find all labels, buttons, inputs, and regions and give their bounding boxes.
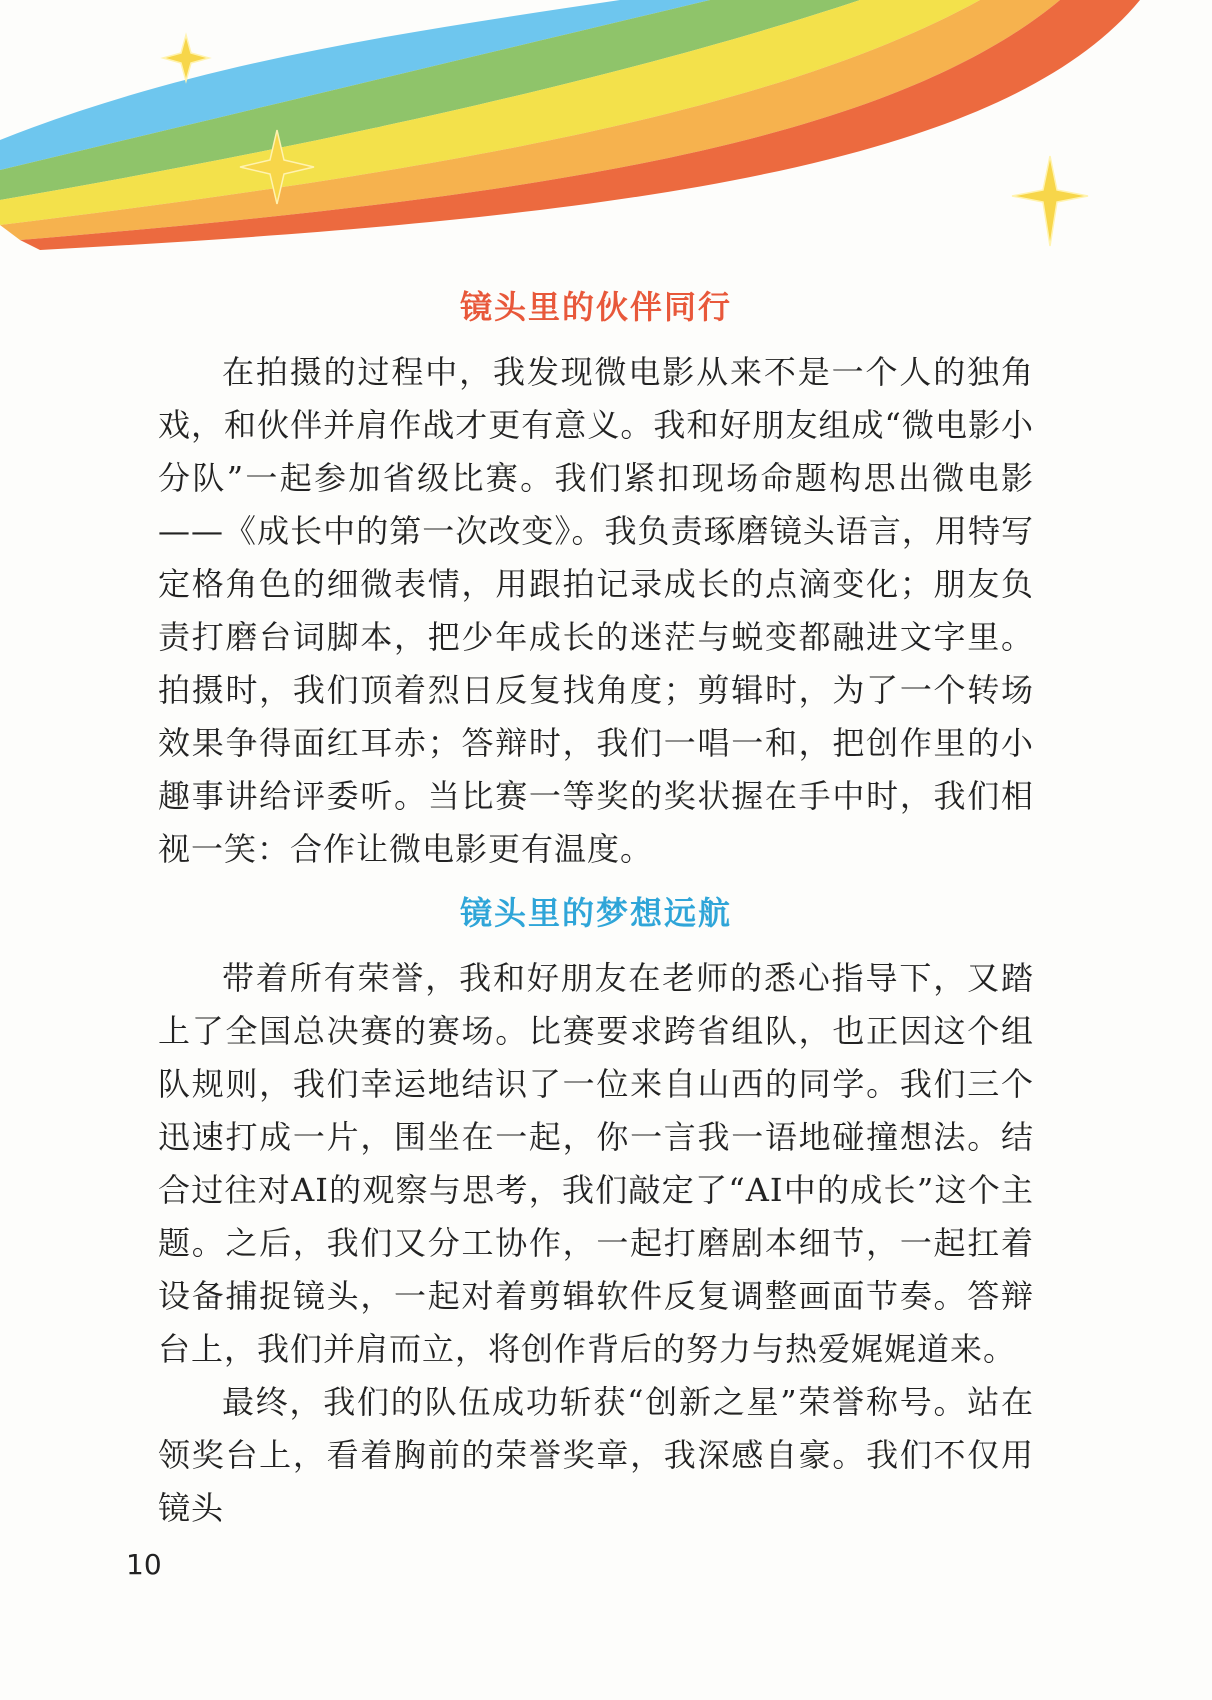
sparkle-right-icon: [1012, 156, 1088, 246]
paragraph: 在拍摄的过程中，我发现微电影从来不是一个人的独角戏，和伙伴并肩作战才更有意义。我和好朋友组成“微电影小分队”一起参加省级比赛。我们紧扣现场命题构思出微电影——《成长中的第一次改变》。我负责琢磨镜头语言，用特写定格角色的细微表情，用跟拍记录成长的点滴变化；朋友负责打磨台词脚本，把少年成长的迷茫与蜕变都融进文字里。拍摄时，我们顶着烈日反复找角度；剪辑时，为了一个转场效果争得面红耳赤；答辩时，我们一唱一和，把创作里的小趣事讲给评委听。当比赛一等奖的奖状握在手中时，我们相视一笑：合作让微电影更有温度。: [158, 353, 1034, 868]
page-number: 10: [126, 1548, 162, 1581]
section-heading-partners: 镜头里的伙伴同行: [459, 288, 732, 326]
paragraph: 带着所有荣誉，我和好朋友在老师的悉心指导下，又踏上了全国总决赛的赛场。比赛要求跨省组队，也正因这个组队规则，我们幸运地结识了一位来自山西的同学。我们三个迅速打成一片，围坐在一起，你一言我一语地碰撞想法。结合过往对AI的观察与思考，我们敲定了“AI中的成长”这个主题。之后，我们又分工协作，一起打磨剧本细节，一起扛着设备捕捉镜头，一起对着剪辑软件反复调整画面节奏。答辩台上，我们并肩而立，将创作背后的努力与热爱娓娓道来。: [158, 959, 1034, 1368]
article-body: [158, 270, 1034, 1535]
rainbow-illustration: [0, 0, 1212, 270]
paragraph: 最终，我们的队伍成功斩获“创新之星”荣誉称号。站在领奖台上，看着胸前的荣誉奖章，我深感自豪。我们不仅用镜头: [158, 1383, 1034, 1527]
section-heading-dream: 镜头里的梦想远航: [459, 894, 732, 932]
sparkle-small-icon: [163, 35, 209, 81]
